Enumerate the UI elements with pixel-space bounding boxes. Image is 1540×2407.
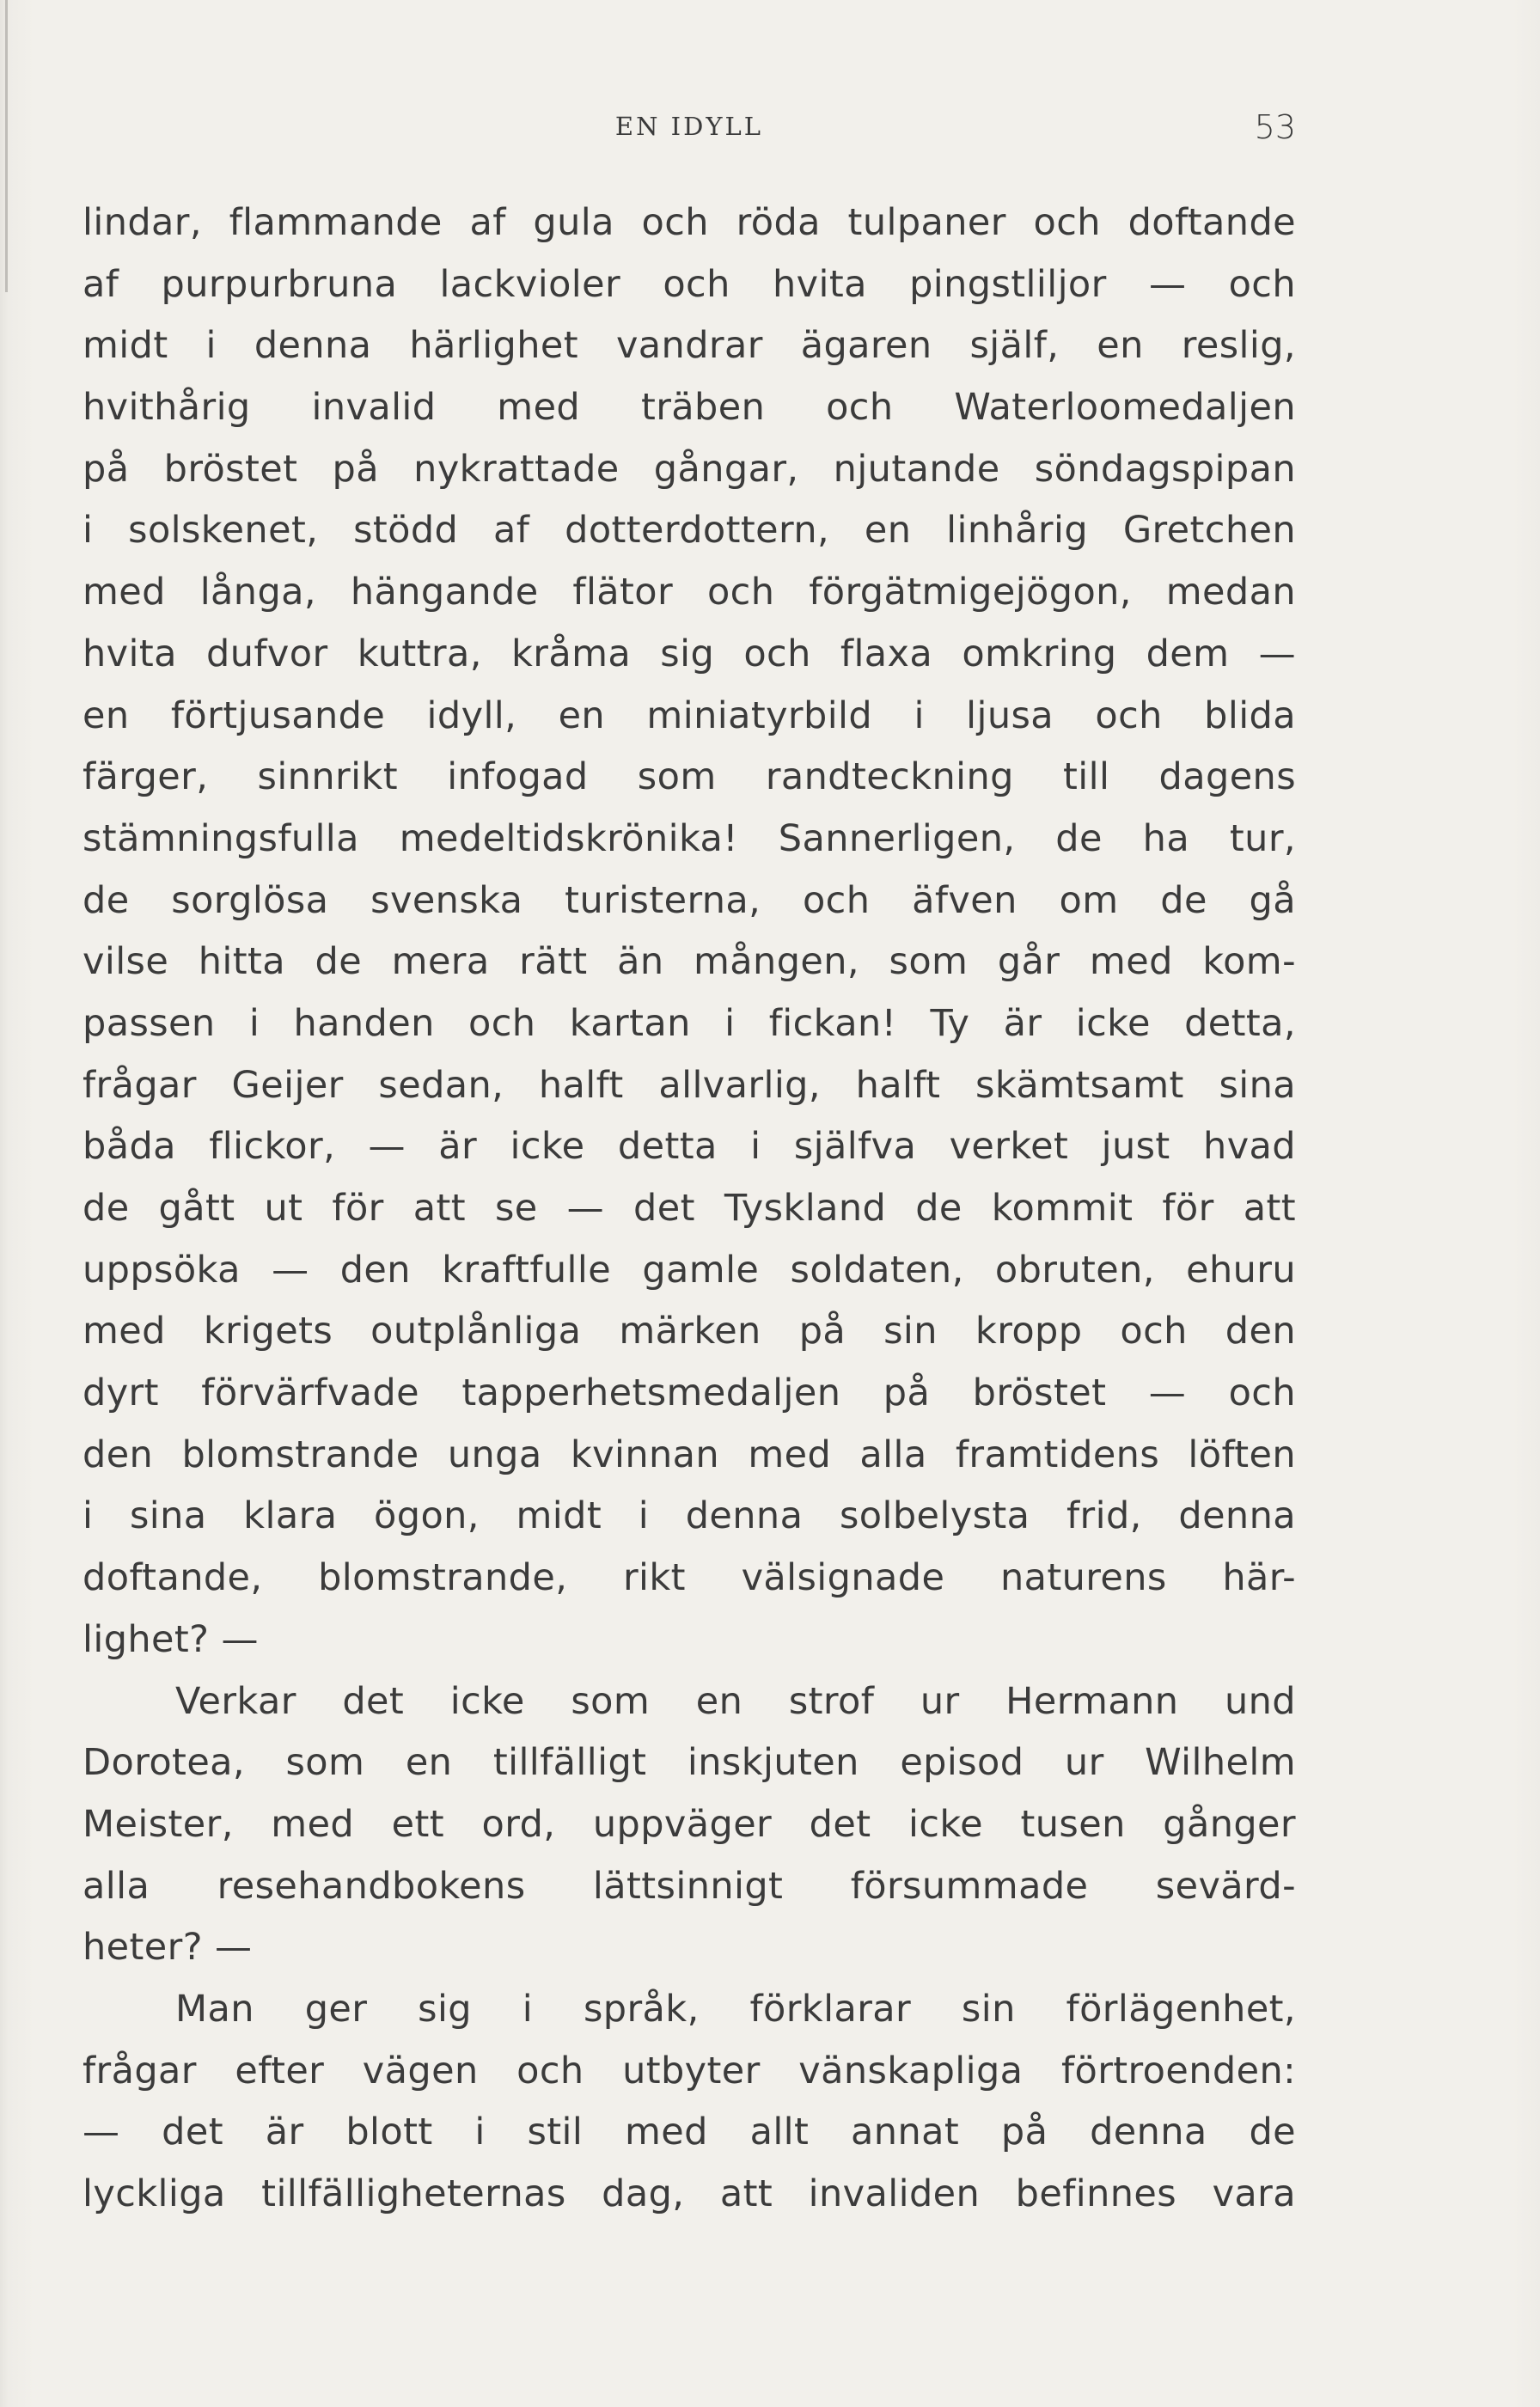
running-title: EN IDYLL (614, 112, 764, 141)
text-line: frågar efter vägen och utbyter vänskapliga förtroenden: (82, 2049, 1296, 2092)
text-line: Dorotea, som en tillfälligt inskjuten episod ur Wilhelm (82, 1741, 1296, 1785)
page-number: 53 (1254, 108, 1296, 146)
text-line: i sina klara ögon, midt i denna solbelysta frid, denna (82, 1494, 1296, 1538)
text-line: på bröstet på nykrattade gångar, njutande söndagspipan (82, 447, 1296, 491)
text-line: de gått ut för att se — det Tyskland de kommit för att (82, 1187, 1296, 1230)
paragraph-end-line: lighet? — (82, 1617, 259, 1661)
text-line: vilse hitta de mera rätt än mången, som går med kom- (82, 940, 1296, 984)
text-line: hvithårig invalid med träben och Waterloomedaljen (82, 386, 1296, 430)
paragraph-start-line: Man ger sig i språk, förklarar sin förlägenhet, (175, 1987, 1296, 2031)
text-line: midt i denna härlighet vandrar ägaren själf, en reslig, (82, 324, 1296, 368)
text-line: med krigets outplånliga märken på sin kropp och den (82, 1310, 1296, 1353)
text-line: lyckliga tillfälligheternas dag, att invaliden befinnes vara (82, 2172, 1296, 2215)
text-line: af purpurbruna lackvioler och hvita pingstliljor — och (82, 262, 1296, 306)
text-line: uppsöka — den kraftfulle gamle soldaten, obruten, ehuru (82, 1248, 1296, 1292)
text-line: doftande, blomstrande, rikt välsignade naturens här- (82, 1556, 1296, 1600)
text-line: passen i handen och kartan i fickan! Ty är icke detta, (82, 1001, 1296, 1045)
text-line: färger, sinnrikt infogad som randteckning till dagens (82, 755, 1296, 799)
text-line: stämningsfulla medeltidskrönika! Sannerligen, de ha tur, (82, 816, 1296, 860)
text-line: — det är blott i stil med allt annat på denna de (82, 2111, 1296, 2154)
paragraph-end-line: heter? — (82, 1926, 253, 1970)
running-head (82, 108, 1296, 153)
text-line: hvita dufvor kuttra, kråma sig och flaxa omkring dem — (82, 632, 1296, 675)
text-line: med långa, hängande flätor och förgätmigejögon, medan (82, 571, 1296, 614)
text-line: en förtjusande idyll, en miniatyrbild i ljusa och blida (82, 693, 1296, 737)
text-line: lindar, flammande af gula och röda tulpaner och doftande (82, 201, 1296, 244)
text-line: den blomstrande unga kvinnan med alla framtidens löften (82, 1433, 1296, 1476)
text-line: de sorglösa svenska turisterna, och äfven om de gå (82, 878, 1296, 922)
text-line: Meister, med ett ord, uppväger det icke tusen gånger (82, 1802, 1296, 1846)
body-text (82, 192, 1296, 2226)
page-edge-shadow (5, 0, 8, 292)
text-line: alla resehandbokens lättsinnigt försummade sevärd- (82, 1864, 1296, 1908)
text-line: i solskenet, stödd af dotterdottern, en linhårig Gretchen (82, 509, 1296, 553)
paragraph-start-line: Verkar det icke som en strof ur Hermann und (175, 1679, 1296, 1723)
text-line: frågar Geijer sedan, halft allvarlig, halft skämtsamt sina (82, 1063, 1296, 1107)
text-line: dyrt förvärfvade tapperhetsmedaljen på bröstet — och (82, 1372, 1296, 1415)
text-line: båda flickor, — är icke detta i själfva verket just hvad (82, 1125, 1296, 1169)
